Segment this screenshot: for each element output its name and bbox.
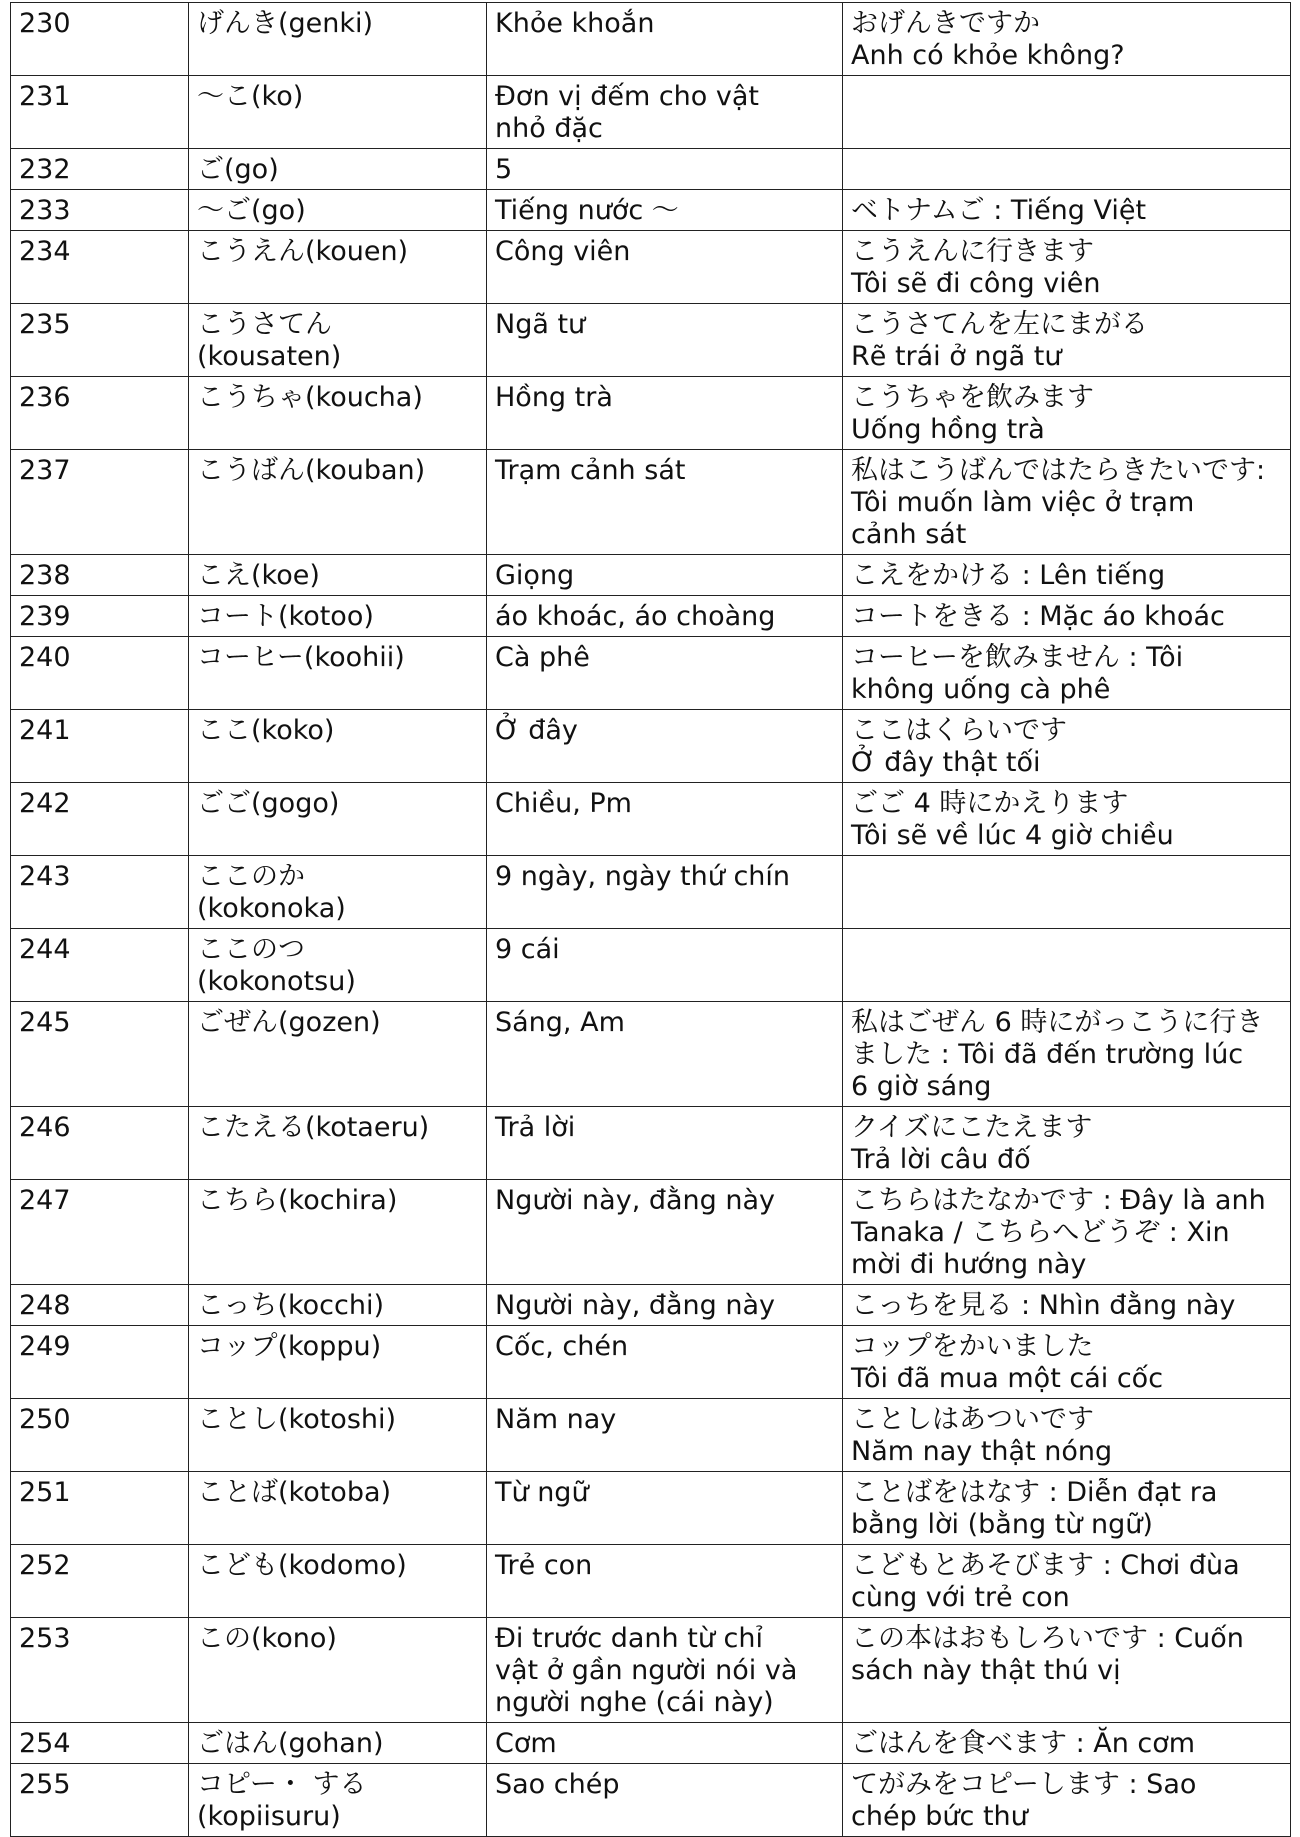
entry-example: こうちゃを飲みます Uống hồng trà — [843, 377, 1291, 450]
entry-example: ごはんを食べます : Ăn cơm — [843, 1723, 1291, 1764]
entry-example: コートをきる : Mặc áo khoác — [843, 596, 1291, 637]
entry-word: ここ(koko) — [189, 710, 487, 783]
entry-word: こちら(kochira) — [189, 1180, 487, 1285]
entry-word: ごぜん(gozen) — [189, 1002, 487, 1107]
entry-number: 251 — [11, 1472, 189, 1545]
entry-word: こども(kodomo) — [189, 1545, 487, 1618]
table-row — [11, 710, 1291, 783]
entry-meaning: Từ ngữ — [487, 1472, 843, 1545]
entry-number: 255 — [11, 1764, 189, 1837]
entry-number: 235 — [11, 304, 189, 377]
table-row — [11, 856, 1291, 929]
entry-meaning: Người này, đằng này — [487, 1180, 843, 1285]
entry-number: 237 — [11, 450, 189, 555]
entry-word: ここのか (kokonoka) — [189, 856, 487, 929]
entry-word: ここのつ (kokonotsu) — [189, 929, 487, 1002]
entry-example — [843, 929, 1291, 1002]
entry-word: コーヒー(koohii) — [189, 637, 487, 710]
entry-number: 250 — [11, 1399, 189, 1472]
entry-example — [843, 76, 1291, 149]
entry-number: 241 — [11, 710, 189, 783]
entry-number: 240 — [11, 637, 189, 710]
entry-meaning: Chiều, Pm — [487, 783, 843, 856]
table-row — [11, 450, 1291, 555]
entry-number: 231 — [11, 76, 189, 149]
entry-meaning: Tiếng nước ～ — [487, 190, 843, 231]
entry-word: げんき(genki) — [189, 3, 487, 76]
entry-meaning: 9 ngày, ngày thứ chín — [487, 856, 843, 929]
entry-word: この(kono) — [189, 1618, 487, 1723]
entry-number: 238 — [11, 555, 189, 596]
vocabulary-page — [10, 2, 1290, 1837]
entry-number: 247 — [11, 1180, 189, 1285]
entry-meaning: Ở đây — [487, 710, 843, 783]
table-row — [11, 1180, 1291, 1285]
entry-meaning: Cà phê — [487, 637, 843, 710]
table-row — [11, 1002, 1291, 1107]
table-row — [11, 1472, 1291, 1545]
entry-meaning: Cốc, chén — [487, 1326, 843, 1399]
entry-meaning: Đi trước danh từ chỉ vật ở gần người nói và người nghe (cái này) — [487, 1618, 843, 1723]
entry-meaning: Giọng — [487, 555, 843, 596]
table-row — [11, 783, 1291, 856]
table-row — [11, 231, 1291, 304]
entry-word: ごご(gogo) — [189, 783, 487, 856]
table-row — [11, 1618, 1291, 1723]
entry-word: ご(go) — [189, 149, 487, 190]
entry-number: 249 — [11, 1326, 189, 1399]
entry-example: コーヒーを飲みません : Tôi không uống cà phê — [843, 637, 1291, 710]
entry-example — [843, 856, 1291, 929]
table-row — [11, 76, 1291, 149]
entry-word: ごはん(gohan) — [189, 1723, 487, 1764]
entry-word: こうばん(kouban) — [189, 450, 487, 555]
entry-meaning: 5 — [487, 149, 843, 190]
entry-example: てがみをコピーします : Sao chép bức thư — [843, 1764, 1291, 1837]
entry-meaning: 9 cái — [487, 929, 843, 1002]
table-row — [11, 3, 1291, 76]
table-row — [11, 555, 1291, 596]
table-row — [11, 1545, 1291, 1618]
table-row — [11, 596, 1291, 637]
entry-meaning: Trẻ con — [487, 1545, 843, 1618]
entry-word: ことば(kotoba) — [189, 1472, 487, 1545]
table-row — [11, 1723, 1291, 1764]
entry-meaning: Sáng, Am — [487, 1002, 843, 1107]
entry-word: ～こ(ko) — [189, 76, 487, 149]
entry-word: こうちゃ(koucha) — [189, 377, 487, 450]
entry-number: 246 — [11, 1107, 189, 1180]
entry-example: クイズにこたえます Trả lời câu đố — [843, 1107, 1291, 1180]
entry-number: 254 — [11, 1723, 189, 1764]
entry-example: 私はこうばんではたらきたいです: Tôi muốn làm việc ở trạm cảnh sát — [843, 450, 1291, 555]
entry-meaning: Năm nay — [487, 1399, 843, 1472]
entry-meaning: áo khoác, áo choàng — [487, 596, 843, 637]
entry-meaning: Người này, đằng này — [487, 1285, 843, 1326]
entry-number: 248 — [11, 1285, 189, 1326]
table-row — [11, 1107, 1291, 1180]
entry-example: こどもとあそびます : Chơi đùa cùng với trẻ con — [843, 1545, 1291, 1618]
entry-meaning: Ngã tư — [487, 304, 843, 377]
table-row — [11, 190, 1291, 231]
table-row — [11, 1764, 1291, 1837]
entry-number: 253 — [11, 1618, 189, 1723]
entry-meaning: Hồng trà — [487, 377, 843, 450]
entry-word: コピー・ する (kopiisuru) — [189, 1764, 487, 1837]
entry-meaning: Trạm cảnh sát — [487, 450, 843, 555]
entry-meaning: Đơn vị đếm cho vật nhỏ đặc — [487, 76, 843, 149]
entry-example: こえをかける : Lên tiếng — [843, 555, 1291, 596]
vocabulary-table-body — [11, 3, 1291, 1837]
table-row — [11, 149, 1291, 190]
entry-number: 239 — [11, 596, 189, 637]
entry-number: 234 — [11, 231, 189, 304]
vocabulary-table — [10, 2, 1291, 1837]
entry-meaning: Trả lời — [487, 1107, 843, 1180]
table-row — [11, 1285, 1291, 1326]
entry-word: コート(kotoo) — [189, 596, 487, 637]
entry-example: おげんきですか Anh có khỏe không? — [843, 3, 1291, 76]
entry-example: ベトナムご : Tiếng Việt — [843, 190, 1291, 231]
entry-example: こちらはたなかです : Đây là anh Tanaka / こちらへどうぞ : Xin mời đi hướng này — [843, 1180, 1291, 1285]
entry-example: ことばをはなす : Diễn đạt ra bằng lời (bằng từ ngữ) — [843, 1472, 1291, 1545]
entry-number: 244 — [11, 929, 189, 1002]
entry-number: 236 — [11, 377, 189, 450]
entry-number: 252 — [11, 1545, 189, 1618]
entry-word: こうさてん (kousaten) — [189, 304, 487, 377]
entry-example: ことしはあついです Năm nay thật nóng — [843, 1399, 1291, 1472]
table-row — [11, 1399, 1291, 1472]
entry-example: ごご 4 時にかえります Tôi sẽ về lúc 4 giờ chiều — [843, 783, 1291, 856]
entry-example: この本はおもしろいです : Cuốn sách này thật thú vị — [843, 1618, 1291, 1723]
table-row — [11, 929, 1291, 1002]
entry-meaning: Khỏe khoắn — [487, 3, 843, 76]
entry-number: 230 — [11, 3, 189, 76]
entry-example: コップをかいました Tôi đã mua một cái cốc — [843, 1326, 1291, 1399]
table-row — [11, 637, 1291, 710]
entry-number: 232 — [11, 149, 189, 190]
entry-example — [843, 149, 1291, 190]
entry-meaning: Cơm — [487, 1723, 843, 1764]
entry-number: 243 — [11, 856, 189, 929]
entry-word: ことし(kotoshi) — [189, 1399, 487, 1472]
entry-example: こうさてんを左にまがる Rẽ trái ở ngã tư — [843, 304, 1291, 377]
entry-word: こえ(koe) — [189, 555, 487, 596]
entry-word: こっち(kocchi) — [189, 1285, 487, 1326]
entry-example: 私はごぜん 6 時にがっこうに行き ました : Tôi đã đến trường lúc 6 giờ sáng — [843, 1002, 1291, 1107]
entry-meaning: Sao chép — [487, 1764, 843, 1837]
entry-word: ～ご(go) — [189, 190, 487, 231]
table-row — [11, 304, 1291, 377]
entry-word: コップ(koppu) — [189, 1326, 487, 1399]
table-row — [11, 377, 1291, 450]
entry-word: こうえん(kouen) — [189, 231, 487, 304]
table-row — [11, 1326, 1291, 1399]
entry-word: こたえる(kotaeru) — [189, 1107, 487, 1180]
entry-example: こっちを見る : Nhìn đằng này — [843, 1285, 1291, 1326]
entry-number: 233 — [11, 190, 189, 231]
entry-meaning: Công viên — [487, 231, 843, 304]
entry-number: 242 — [11, 783, 189, 856]
entry-example: ここはくらいです Ở đây thật tối — [843, 710, 1291, 783]
entry-number: 245 — [11, 1002, 189, 1107]
entry-example: こうえんに行きます Tôi sẽ đi công viên — [843, 231, 1291, 304]
